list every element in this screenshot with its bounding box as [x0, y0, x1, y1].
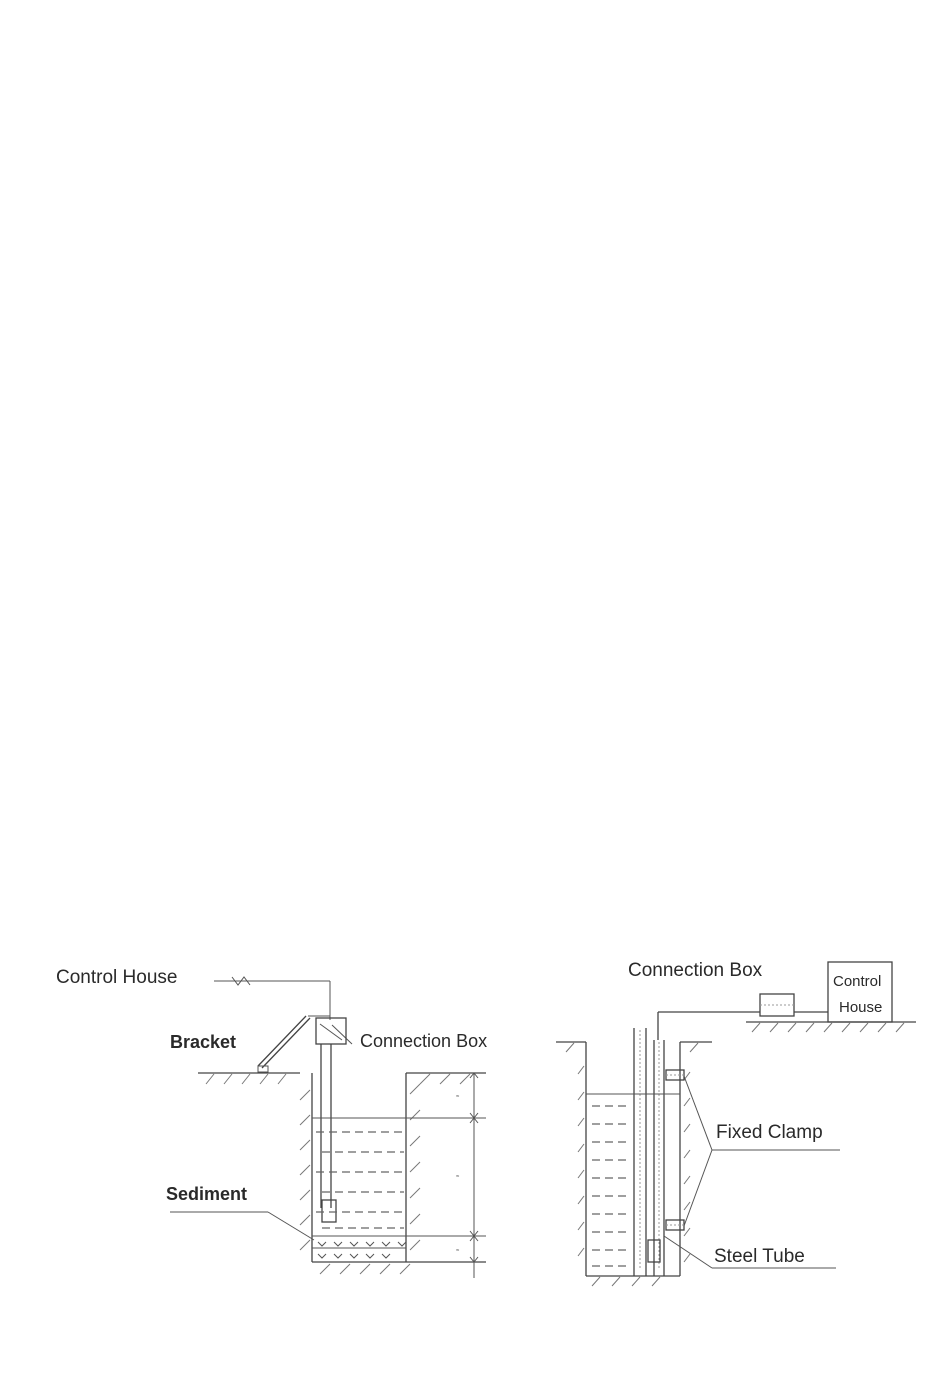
steel-tube-label: Steel Tube — [714, 1246, 805, 1267]
sediment-leader — [170, 1212, 314, 1240]
right-top-ground — [746, 1022, 916, 1032]
left-ground-surface — [198, 1073, 300, 1084]
control-house-label-line2: House — [839, 999, 883, 1016]
left-water — [312, 1118, 486, 1228]
svg-text:≈: ≈ — [456, 1174, 460, 1180]
control-house-label-line1: Control — [833, 973, 882, 990]
left-control-house-label: Control House — [56, 967, 178, 988]
right-installation-figure — [556, 960, 916, 1286]
left-connection-box — [316, 1018, 346, 1044]
left-installation-figure — [56, 967, 487, 1278]
left-dimension-line — [456, 1073, 478, 1278]
left-pit-wall — [300, 1073, 312, 1262]
right-connection-box-label: Connection Box — [628, 960, 763, 981]
right-connection-box — [658, 994, 828, 1040]
svg-text:≈: ≈ — [456, 1248, 460, 1254]
steel-tube — [634, 1028, 664, 1276]
fixed-clamp-leaders — [684, 1076, 840, 1226]
bracket-label: Bracket — [170, 1032, 237, 1052]
left-connection-box-label: Connection Box — [360, 1031, 488, 1051]
sediment-label: Sediment — [166, 1184, 248, 1204]
control-house-cable-line — [214, 977, 330, 1020]
fixed-clamp-label: Fixed Clamp — [716, 1122, 823, 1143]
left-riser-pipe — [321, 1044, 331, 1208]
right-water — [586, 1094, 680, 1266]
control-house-box — [828, 962, 892, 1022]
svg-text:≈: ≈ — [456, 1094, 460, 1100]
left-sensor — [322, 1200, 336, 1222]
sediment-layer — [312, 1236, 486, 1274]
